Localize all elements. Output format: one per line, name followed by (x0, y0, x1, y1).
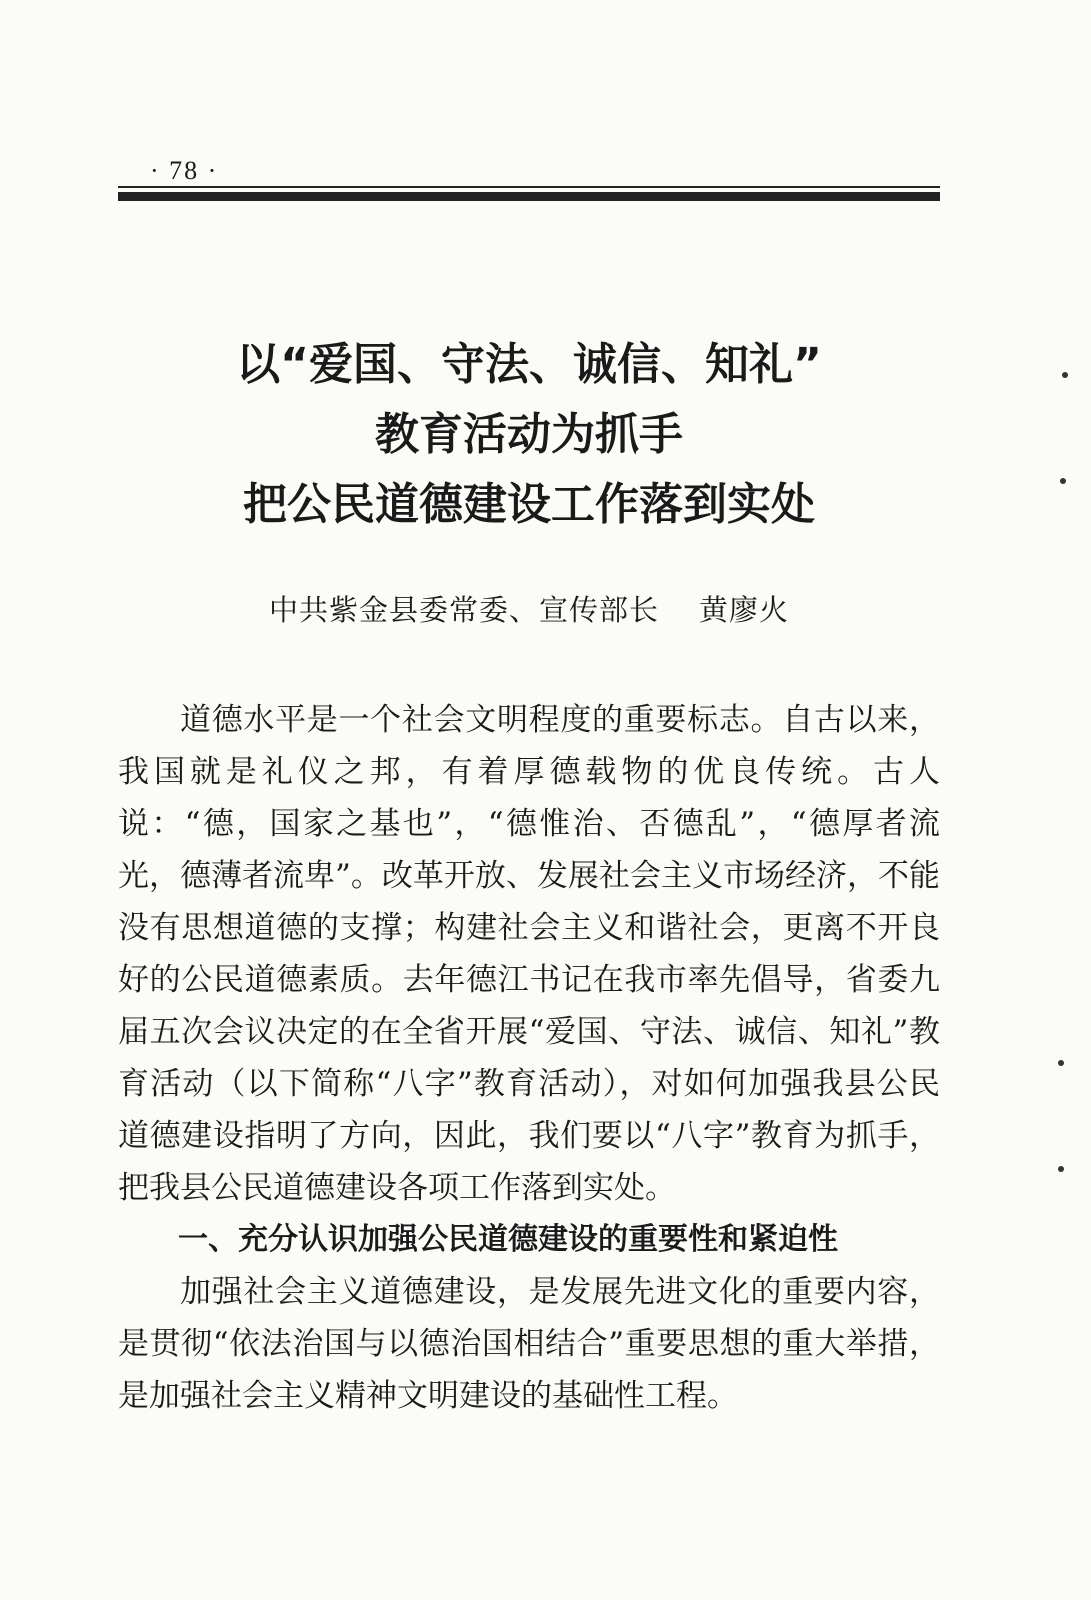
author-affiliation: 中共紫金县委常委、宣传部长 (268, 593, 659, 627)
body-paragraph-1: 道德水平是一个社会文明程度的重要标志。自古以来，我国就是礼仪之邦，有着厚德载物的优良传统。古人说：“德，国家之基也”，“德惟治、否德乱”，“德厚者流光，德薄者流卑”。改革开放、发展社会主义市场经济，不能没有思想道德的支撑；构建社会主义和谐社会，更离不开良好的公民道德素质。去年德江书记在我市率先倡导，省委九届五次会议决定的在全省开展“爱国、守法、诚信、知礼”教育活动（以下简称“八字”教育活动），对如何加强我县公民道德建设指明了方向，因此，我们要以“八字”教育为抓手，把我县公民道德建设各项工作落到实处。 (118, 702, 940, 1206)
title-line-2: 教育活动为抓手 (375, 409, 683, 460)
byline (118, 588, 940, 629)
scan-speck (1062, 372, 1068, 378)
scan-speck (1058, 1060, 1064, 1066)
scan-speck (1060, 478, 1066, 484)
author-name: 黄廖火 (699, 593, 790, 627)
section-heading-1: 一、充分认识加强公民道德建设的重要性和紧迫性 (178, 1222, 838, 1257)
article-title (118, 330, 940, 540)
title-line-3: 把公民道德建设工作落到实处 (243, 479, 815, 530)
article-body (118, 694, 940, 1422)
page-number: · 78 · (150, 156, 219, 185)
header-rule-thick (118, 192, 940, 201)
header-rule-thin (118, 186, 940, 188)
body-paragraph-2: 加强社会主义道德建设，是发展先进文化的重要内容，是贯彻“依法治国与以德治国相结合”重要思想的重大举措，是加强社会主义精神文明建设的基础性工程。 (118, 1274, 940, 1414)
title-line-1: 以“爱国、守法、诚信、知礼” (236, 339, 822, 390)
scan-speck (1058, 1166, 1064, 1172)
